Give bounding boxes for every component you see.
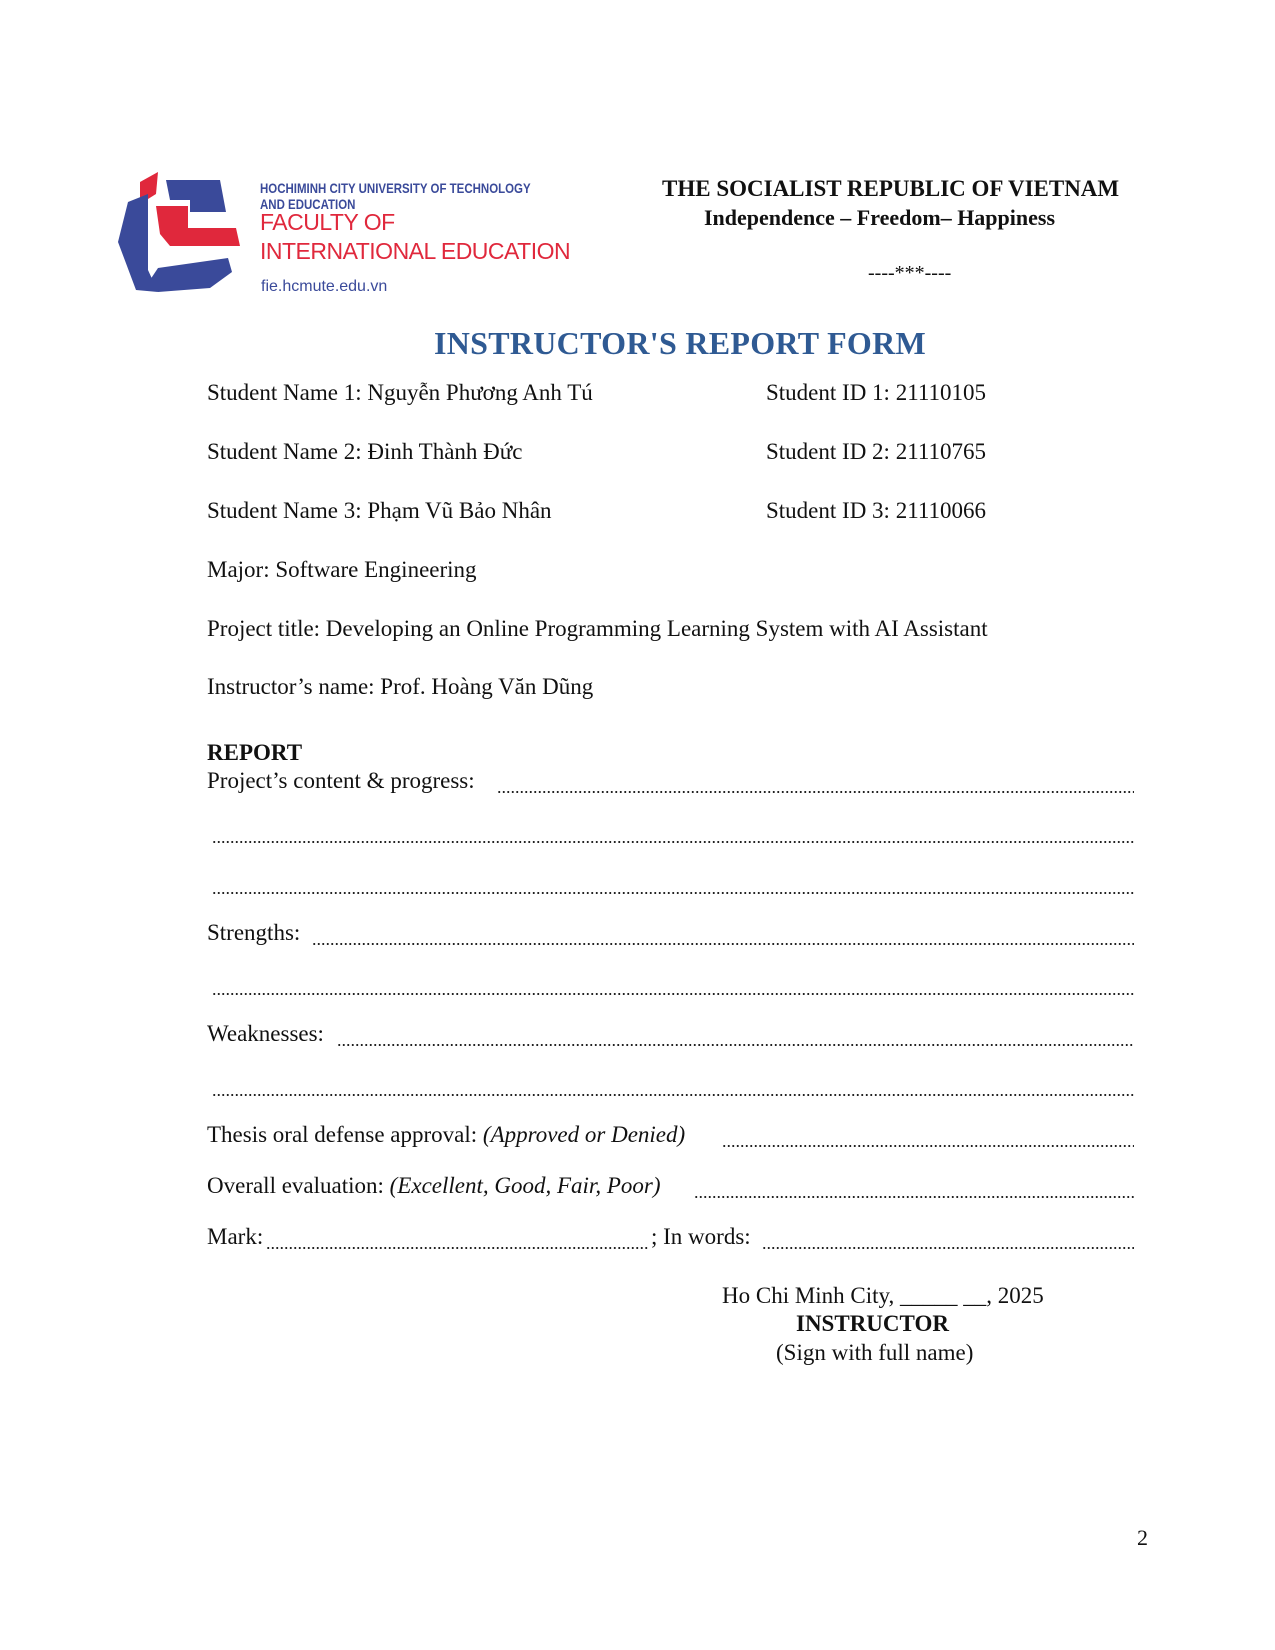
major-line: Major: Software Engineering	[207, 557, 477, 582]
student-name-1: Student Name 1: Nguyễn Phương Anh Tú	[207, 380, 593, 405]
report-heading: REPORT	[207, 740, 303, 765]
mark-label: Mark:	[207, 1224, 264, 1249]
overall-evaluation-options: (Excellent, Good, Fair, Poor)	[389, 1173, 661, 1198]
weaknesses-fill-line[interactable]	[337, 1044, 1134, 1046]
defense-approval-line	[207, 1122, 685, 1148]
overall-evaluation-fill-line[interactable]	[694, 1196, 1134, 1198]
content-progress-label: Project’s content & progress:	[207, 768, 475, 793]
faculty-website: fie.hcmute.edu.vn	[261, 278, 388, 295]
page-number: 2	[1137, 1525, 1148, 1550]
content-progress-fill-line-3[interactable]	[212, 892, 1134, 894]
weaknesses-label: Weaknesses:	[207, 1021, 324, 1046]
faculty-name-line-1: FACULTY OF	[260, 209, 395, 235]
student-id-2: Student ID 2: 21110765	[766, 439, 986, 464]
nation-heading: THE SOCIALIST REPUBLIC OF VIETNAM	[662, 176, 1120, 201]
student-name-3: Student Name 3: Phạm Vũ Bảo Nhân	[207, 498, 552, 523]
student-name-2: Student Name 2: Đinh Thành Đức	[207, 439, 523, 464]
defense-approval-label: Thesis oral defense approval:	[207, 1122, 483, 1147]
weaknesses-fill-line-2[interactable]	[212, 1094, 1134, 1096]
student-id-1: Student ID 1: 21110105	[766, 380, 986, 405]
defense-approval-fill-line[interactable]	[722, 1145, 1134, 1147]
faculty-logo-mark-icon	[118, 172, 248, 302]
faculty-logo	[118, 172, 608, 312]
student-id-3: Student ID 3: 21110066	[766, 498, 986, 523]
instructor-name-line: Instructor’s name: Prof. Hoàng Văn Dũng	[207, 674, 594, 699]
form-title: INSTRUCTOR'S REPORT FORM	[433, 325, 927, 361]
university-name: HOCHIMINH CITY UNIVERSITY OF TECHNOLOGY AND EDUCATION	[260, 180, 531, 212]
header-separator: ----***----	[868, 262, 952, 284]
strengths-fill-line[interactable]	[312, 943, 1134, 945]
strengths-fill-line-2[interactable]	[212, 993, 1134, 995]
mark-fill-line[interactable]	[266, 1247, 649, 1249]
nation-motto: Independence – Freedom– Happiness	[704, 205, 1056, 230]
in-words-fill-line[interactable]	[762, 1247, 1134, 1249]
defense-approval-options: (Approved or Denied)	[482, 1122, 686, 1147]
in-words-label: ; In words:	[651, 1224, 751, 1249]
faculty-name-line-2: INTERNATIONAL EDUCATION	[260, 238, 571, 264]
overall-evaluation-label: Overall evaluation:	[207, 1173, 390, 1198]
overall-evaluation-line	[207, 1173, 660, 1199]
content-progress-fill-line[interactable]	[497, 791, 1134, 793]
signature-role: INSTRUCTOR	[796, 1311, 949, 1336]
signature-date-line: Ho Chi Minh City, _____ __, 2025	[722, 1283, 1044, 1308]
signature-note: (Sign with full name)	[776, 1340, 974, 1365]
content-progress-fill-line-2[interactable]	[212, 841, 1134, 843]
strengths-label: Strengths:	[207, 920, 301, 945]
project-title-line: Project title: Developing an Online Programming Learning System with AI Assistant	[207, 616, 988, 641]
